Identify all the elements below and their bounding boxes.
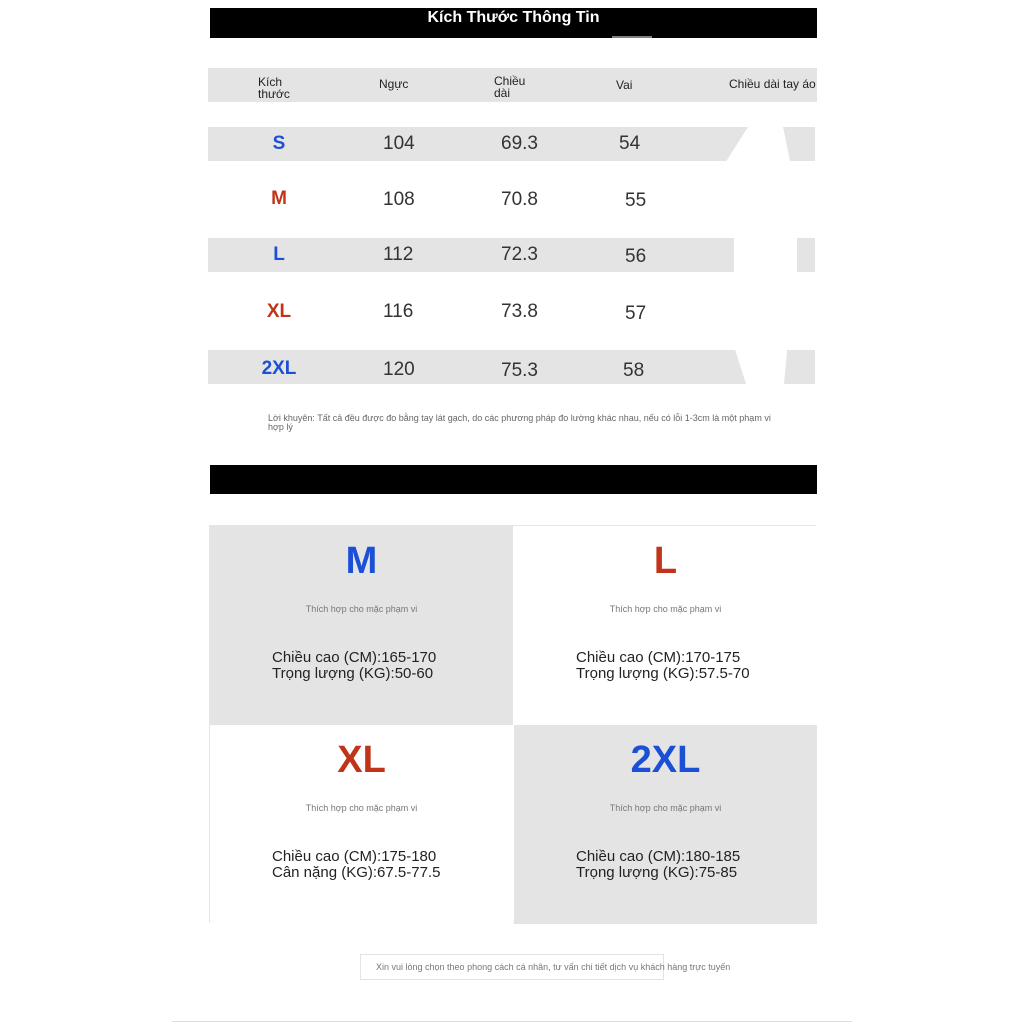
rec-size: XL	[337, 739, 386, 781]
row-length: 70.8	[501, 189, 538, 210]
row-size-m: M	[271, 188, 287, 209]
row-shoulder: 56	[625, 246, 647, 267]
row-size-2xl: 2XL	[261, 358, 297, 379]
row-chest: 120	[383, 359, 415, 380]
divider	[172, 1021, 852, 1022]
row-length: 72.3	[501, 244, 538, 265]
rec-weight: Trọng lượng (KG):57.5-70	[576, 665, 750, 682]
recommendation-grid	[209, 525, 816, 923]
header-shoulder: Vai	[616, 78, 633, 92]
row-length: 73.8	[501, 301, 538, 322]
row-length: 69.3	[501, 133, 538, 154]
row-shoulder: 57	[625, 303, 647, 324]
header-size: Kích thước	[258, 75, 290, 101]
title-bar	[210, 8, 817, 38]
rec-height: Chiều cao (CM):170-175	[576, 649, 741, 666]
rec-size: 2XL	[630, 739, 701, 781]
rec-size: M	[345, 540, 378, 582]
measurement-note: Lời khuyên: Tất cả đều được đo bằng tay lát gạch, do các phương pháp đo lường khác nhau, nếu có lỗi 1-3cm là một phạm vi hợp lý	[268, 413, 771, 432]
row-stripe-right	[783, 127, 815, 161]
page-title: Kích Thước Thông Tin	[427, 9, 600, 26]
rec-weight: Cân nặng (KG):67.5-77.5	[272, 864, 441, 881]
row-size-s: S	[272, 133, 286, 154]
header-chest: Ngực	[379, 77, 409, 91]
rec-weight: Trọng lượng (KG):50-60	[272, 665, 434, 682]
row-size-xl: XL	[266, 301, 292, 322]
rec-card-l	[514, 526, 817, 725]
rec-weight: Trọng lượng (KG):75-85	[576, 864, 738, 881]
header-length: Chiều dài	[494, 74, 526, 100]
row-size-l: L	[273, 244, 285, 265]
row-shoulder: 55	[625, 190, 647, 211]
rec-subtitle: Thích hợp cho mặc phạm vi	[305, 803, 418, 813]
row-stripe-right	[797, 238, 815, 272]
rec-card-m	[210, 526, 513, 725]
row-chest: 108	[383, 189, 415, 210]
title-underline	[612, 36, 652, 38]
row-stripe-right	[784, 350, 815, 384]
rec-subtitle: Thích hợp cho mặc phạm vi	[609, 604, 722, 614]
rec-height: Chiều cao (CM):175-180	[272, 848, 437, 865]
row-chest: 116	[383, 301, 414, 322]
rec-size: L	[653, 540, 678, 582]
row-shoulder: 58	[623, 360, 645, 381]
rec-subtitle: Thích hợp cho mặc phạm vi	[305, 604, 418, 614]
footer-note-box	[360, 954, 731, 980]
rec-card-xl	[210, 725, 513, 924]
row-shoulder: 54	[619, 133, 641, 154]
rec-subtitle: Thích hợp cho mặc phạm vi	[609, 803, 722, 813]
row-chest: 104	[383, 133, 415, 154]
row-chest: 112	[383, 244, 414, 265]
footer-note: Xin vui lòng chọn theo phong cách cá nhân, tư vấn chi tiết dịch vụ khách hàng trực tuyến	[376, 962, 731, 972]
header-sleeve: Chiều dài tay áo	[729, 77, 816, 91]
row-length: 75.3	[501, 360, 538, 381]
rec-card-2xl	[514, 725, 817, 924]
rec-height: Chiều cao (CM):180-185	[576, 848, 741, 865]
rec-height: Chiều cao (CM):165-170	[272, 649, 437, 666]
section-bar	[210, 465, 817, 494]
